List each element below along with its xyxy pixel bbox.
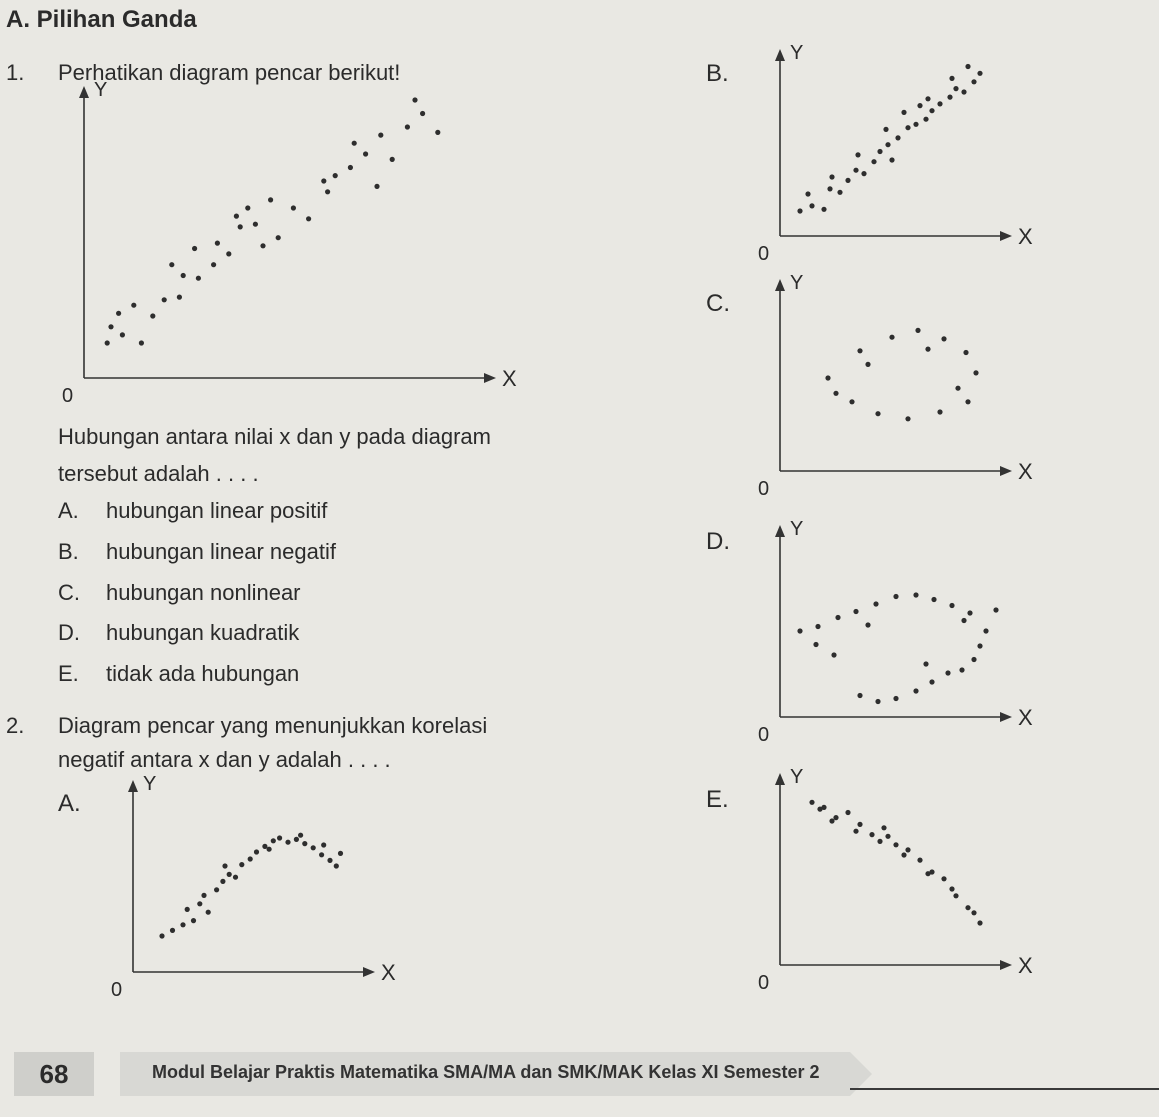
- scatter-point: [869, 832, 874, 837]
- y-axis-label: Y: [790, 766, 804, 788]
- scatter-point: [853, 829, 858, 834]
- scatter-point: [321, 842, 326, 847]
- scatter-point: [277, 835, 282, 840]
- section-title: A. Pilihan Ganda: [6, 6, 197, 33]
- scatter-point: [239, 862, 244, 867]
- scatter-point: [197, 901, 202, 906]
- scatter-point: [833, 815, 838, 820]
- page-footer: [0, 1044, 1159, 1104]
- scatter-point: [895, 135, 900, 140]
- scatter-point: [831, 652, 836, 657]
- scatter-point: [254, 849, 259, 854]
- scatter-option-B: [758, 42, 1033, 265]
- origin-label: 0: [111, 979, 123, 1001]
- scatter-point: [162, 297, 167, 302]
- scatter-point: [905, 416, 910, 421]
- scatter-point: [931, 597, 936, 602]
- origin-label: 0: [62, 385, 74, 407]
- scatter-point: [170, 928, 175, 933]
- scatter-point: [311, 845, 316, 850]
- scatter-point: [412, 97, 417, 102]
- scatter-point: [227, 872, 232, 877]
- q1-option-d-letter: D.: [58, 620, 80, 645]
- scatter-option-E: [758, 766, 1033, 994]
- scatter-point: [105, 340, 110, 345]
- scatter-point: [883, 127, 888, 132]
- x-axis-label: X: [1018, 705, 1033, 730]
- scatter-point: [977, 643, 982, 648]
- y-axis-arrow: [775, 279, 785, 291]
- x-axis-arrow: [1000, 712, 1012, 722]
- scatter-point: [901, 852, 906, 857]
- q1-option-a-letter: A.: [58, 498, 79, 523]
- scatter-point: [889, 335, 894, 340]
- scatter-point: [965, 399, 970, 404]
- scatter-point: [196, 276, 201, 281]
- scatter-point: [192, 246, 197, 251]
- q1-text: Perhatikan diagram pencar berikut!: [58, 60, 401, 85]
- x-axis-label: X: [1018, 459, 1033, 484]
- scatter-point: [352, 141, 357, 146]
- scatter-point: [865, 622, 870, 627]
- q2-option-a-label[interactable]: A.: [58, 790, 81, 817]
- scatter-point: [285, 840, 290, 845]
- scatter-point: [191, 918, 196, 923]
- scatter-point: [963, 350, 968, 355]
- scatter-point: [925, 871, 930, 876]
- scatter-point: [234, 214, 239, 219]
- scatter-point: [260, 243, 265, 248]
- scatter-point: [321, 178, 326, 183]
- scatter-point: [967, 610, 972, 615]
- scatter-point: [937, 101, 942, 106]
- scatter-point: [947, 95, 952, 100]
- scatter-point: [271, 838, 276, 843]
- scatter-point: [325, 189, 330, 194]
- scatter-point: [833, 391, 838, 396]
- scatter-point: [875, 699, 880, 704]
- scatter-point: [875, 411, 880, 416]
- scatter-point: [809, 203, 814, 208]
- scatter-point: [169, 262, 174, 267]
- scatter-point: [917, 858, 922, 863]
- scatter-point: [971, 657, 976, 662]
- scatter-point: [955, 386, 960, 391]
- y-axis-arrow: [79, 86, 89, 98]
- x-axis-label: X: [381, 960, 396, 985]
- scatter-point: [983, 628, 988, 633]
- scatter-point: [861, 171, 866, 176]
- scatter-point: [177, 295, 182, 300]
- scatter-point: [298, 833, 303, 838]
- x-axis-arrow: [1000, 466, 1012, 476]
- scatter-point: [185, 907, 190, 912]
- y-axis-arrow: [775, 49, 785, 61]
- scatter-point: [845, 810, 850, 815]
- scatter-point: [893, 842, 898, 847]
- y-axis-label: Y: [94, 79, 108, 101]
- scatter-point: [267, 847, 272, 852]
- y-axis-label: Y: [790, 42, 804, 64]
- scatter-point: [829, 818, 834, 823]
- scatter-point: [131, 303, 136, 308]
- x-axis-arrow: [1000, 231, 1012, 241]
- scatter-point: [268, 197, 273, 202]
- scatter-point: [853, 168, 858, 173]
- scatter-point: [306, 216, 311, 221]
- scatter-point: [961, 618, 966, 623]
- scatter-point: [181, 273, 186, 278]
- scatter-point: [215, 241, 220, 246]
- scatter-point: [917, 103, 922, 108]
- q2-option-d-label[interactable]: D.: [706, 528, 730, 555]
- x-axis-arrow: [363, 967, 375, 977]
- scatter-point: [853, 609, 858, 614]
- scatter-point: [925, 347, 930, 352]
- y-axis-arrow: [128, 780, 138, 792]
- q1-option-b-text: hubungan linear negatif: [106, 539, 336, 564]
- scatter-point: [873, 601, 878, 606]
- scatter-point: [993, 607, 998, 612]
- scatter-point: [923, 661, 928, 666]
- scatter-point: [797, 628, 802, 633]
- scatter-point: [857, 348, 862, 353]
- scatter-point: [893, 696, 898, 701]
- q2-option-e-label[interactable]: E.: [706, 786, 729, 813]
- origin-label: 0: [758, 724, 770, 746]
- x-axis-label: X: [1018, 224, 1033, 249]
- scatter-point: [871, 159, 876, 164]
- scatter-point: [214, 887, 219, 892]
- scatter-point: [971, 910, 976, 915]
- scatter-point: [829, 174, 834, 179]
- scatter-point: [923, 117, 928, 122]
- scatter-point: [378, 133, 383, 138]
- scatter-point: [905, 125, 910, 130]
- q1-body-line1: Hubungan antara nilai x dan y pada diagram: [58, 424, 491, 449]
- y-axis-label: Y: [143, 773, 157, 795]
- scatter-point: [835, 615, 840, 620]
- scatter-point: [222, 863, 227, 868]
- scatter-point: [139, 340, 144, 345]
- scatter-point: [226, 251, 231, 256]
- scatter-point: [211, 262, 216, 267]
- scatter-point: [374, 184, 379, 189]
- scatter-point: [929, 679, 934, 684]
- scatter-point: [220, 879, 225, 884]
- scatter-option-A: [111, 773, 396, 1001]
- scatter-point: [837, 190, 842, 195]
- scatter-point: [877, 839, 882, 844]
- scatter-point: [971, 79, 976, 84]
- x-axis-label: X: [1018, 953, 1033, 978]
- y-axis-label: Y: [790, 272, 804, 294]
- scatter-point: [857, 822, 862, 827]
- scatter-point: [327, 858, 332, 863]
- scatter-point: [809, 800, 814, 805]
- scatter-point: [813, 642, 818, 647]
- scatter-point: [333, 173, 338, 178]
- scatter-point: [348, 165, 353, 170]
- q1-option-c-letter: C.: [58, 580, 80, 605]
- scatter-point: [180, 922, 185, 927]
- scatter-point: [338, 851, 343, 856]
- scatter-point: [953, 893, 958, 898]
- scatter-point: [973, 370, 978, 375]
- scatter-point: [941, 336, 946, 341]
- scatter-point: [302, 841, 307, 846]
- scatter-point: [881, 825, 886, 830]
- page-number: 68: [14, 1052, 94, 1096]
- scatter-point: [253, 222, 258, 227]
- scatter-point: [965, 905, 970, 910]
- scatter-point: [857, 693, 862, 698]
- scatter-point: [941, 876, 946, 881]
- q2-line1: Diagram pencar yang menunjukkan korelasi: [58, 713, 488, 738]
- scatter-point: [961, 89, 966, 94]
- scatter-point: [334, 863, 339, 868]
- scatter-point: [905, 847, 910, 852]
- scatter-point: [945, 670, 950, 675]
- scatter-point: [965, 64, 970, 69]
- scatter-point: [405, 124, 410, 129]
- scatter-point: [913, 592, 918, 597]
- q2-number: 2.: [6, 713, 25, 738]
- scatter-point: [319, 852, 324, 857]
- scatter-point: [877, 149, 882, 154]
- scatter-point: [420, 111, 425, 116]
- scatter-point: [797, 208, 802, 213]
- scatter-point: [435, 130, 440, 135]
- scatter-point: [959, 667, 964, 672]
- scatter-point: [245, 205, 250, 210]
- footer-book-title: Modul Belajar Praktis Matematika SMA/MA dan SMK/MAK Kelas XI Semester 2: [152, 1062, 820, 1082]
- scatter-point: [294, 837, 299, 842]
- q1-body-line2: tersebut adalah . . . .: [58, 461, 259, 486]
- scatter-point: [238, 224, 243, 229]
- scatter-point: [201, 893, 206, 898]
- scatter-point: [937, 409, 942, 414]
- q1-number: 1.: [6, 60, 25, 85]
- q1-option-e-letter: E.: [58, 661, 79, 686]
- scatter-point: [855, 152, 860, 157]
- scatter-option-D: [758, 518, 1033, 746]
- scatter-point: [949, 76, 954, 81]
- scatter-point: [953, 86, 958, 91]
- scatter-point: [821, 207, 826, 212]
- scatter-point: [150, 313, 155, 318]
- q1-option-c-text: hubungan nonlinear: [106, 580, 301, 605]
- scatter-point: [949, 603, 954, 608]
- scatter-point: [913, 122, 918, 127]
- scatter-point: [885, 142, 890, 147]
- q1-option-a-text: hubungan linear positif: [106, 498, 328, 523]
- origin-label: 0: [758, 243, 770, 265]
- scatter-point: [116, 311, 121, 316]
- origin-label: 0: [758, 972, 770, 994]
- scatter-point: [120, 332, 125, 337]
- scatter-point: [248, 856, 253, 861]
- y-axis-label: Y: [790, 518, 804, 540]
- scatter-point: [845, 178, 850, 183]
- y-axis-arrow: [775, 773, 785, 785]
- y-axis-arrow: [775, 525, 785, 537]
- x-axis-arrow: [484, 373, 496, 383]
- scatter-point: [925, 96, 930, 101]
- scatter-point: [363, 151, 368, 156]
- scatter-point: [949, 886, 954, 891]
- scatter-point: [901, 110, 906, 115]
- footer-rule: [850, 1088, 1159, 1090]
- scatter-point: [827, 186, 832, 191]
- origin-label: 0: [758, 478, 770, 500]
- scatter-point: [206, 910, 211, 915]
- q2-option-b-label[interactable]: B.: [706, 60, 729, 87]
- q2-line2: negatif antara x dan y adalah . . . .: [58, 747, 391, 772]
- scatter-point: [885, 834, 890, 839]
- scatter-q1: [62, 79, 517, 407]
- scatter-point: [849, 399, 854, 404]
- scatter-point: [815, 624, 820, 629]
- scatter-point: [108, 324, 113, 329]
- scatter-point: [889, 157, 894, 162]
- scatter-point: [929, 108, 934, 113]
- scatter-point: [865, 362, 870, 367]
- scatter-point: [233, 875, 238, 880]
- q1-option-e-text: tidak ada hubungan: [106, 661, 300, 686]
- scatter-point: [817, 807, 822, 812]
- scatter-point: [159, 933, 164, 938]
- q2-option-c-label[interactable]: C.: [706, 290, 730, 317]
- scatter-point: [893, 594, 898, 599]
- scatter-point: [390, 157, 395, 162]
- scatter-point: [291, 205, 296, 210]
- scatter-point: [805, 191, 810, 196]
- x-axis-label: X: [502, 366, 517, 391]
- q1-option-d-text: hubungan kuadratik: [106, 620, 300, 645]
- scatter-point: [915, 328, 920, 333]
- scatter-point: [825, 375, 830, 380]
- scatter-point: [276, 235, 281, 240]
- x-axis-arrow: [1000, 960, 1012, 970]
- scatter-point: [977, 71, 982, 76]
- q1-option-b-letter: B.: [58, 539, 79, 564]
- scatter-point: [913, 688, 918, 693]
- scatter-point: [977, 920, 982, 925]
- scatter-option-C: [758, 272, 1033, 500]
